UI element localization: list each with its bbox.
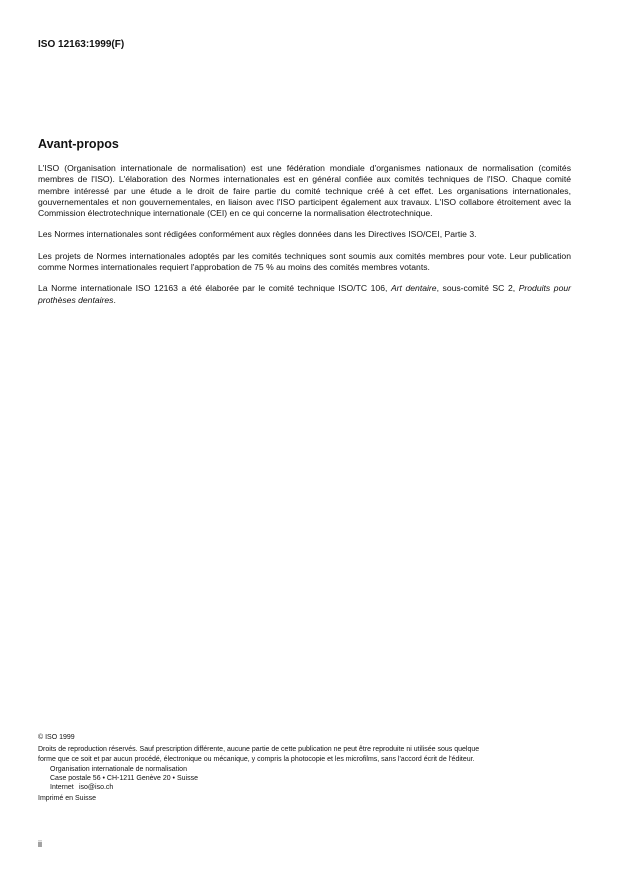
document-id: ISO 12163:1999(F)	[38, 39, 125, 50]
copyright-footer	[38, 733, 583, 803]
publisher-internet	[38, 783, 583, 792]
paragraph-4-end: .	[113, 294, 116, 305]
page-number: ii	[38, 839, 42, 849]
committee-name: Art dentaire	[390, 283, 437, 294]
publisher-address: Case postale 56 • CH-1211 Genève 20 • Suisse	[50, 775, 198, 783]
paragraph-1: L'ISO (Organisation internationale de normalisation) est une fédération mondiale d'organismes nationaux de normalisation (comités membres de l'ISO). L'élaboration des Normes internationales est en général confiée aux comités techniques de l'ISO. Chaque comité membre intéressé par une étude a le droit de faire partie du comité technique créé à cet effet. Les organisations internationales, gouvernementales et non gouvernementales, en liaison avec l'ISO participent également aux travaux. L'ISO collabore étroitement avec la Commission électrotechnique internationale (CEI) en ce qui concerne la normalisation électrotechnique.	[38, 163, 571, 219]
internet-email: iso@iso.ch	[78, 784, 114, 792]
foreword-body	[38, 163, 571, 316]
paragraph-4-text: La Norme internationale ISO 12163 a été élaborée par le comité technique ISO/TC 106,	[38, 283, 391, 294]
subcommittee-name: Produits pour prothèses dentaires	[38, 283, 571, 305]
internet-label: Internet	[50, 784, 74, 792]
printed-in: Imprimé en Suisse	[38, 794, 96, 802]
section-title: Avant-propos	[38, 137, 119, 151]
paragraph-4-text: , sous-comité SC 2,	[436, 283, 519, 294]
copyright-notice: © ISO 1999	[38, 734, 75, 741]
publisher-name: Organisation internationale de normalisation	[50, 765, 187, 773]
paragraph-3: Les projets de Normes internationales adoptés par les comités techniques sont soumis aux comités membres pour vote. Leur publication comme Normes internationales requiert l'approbation de 75 % au moins des comités membres votants.	[38, 250, 571, 273]
paragraph-4	[38, 283, 571, 306]
paragraph-2: Les Normes internationales sont rédigées conformément aux règles données dans les Directives ISO/CEI, Partie 3.	[38, 229, 477, 240]
rights-line: Droits de reproduction réservés. Sauf prescription différente, aucune partie de cette publication ne peut être reproduite ni utilisée sous quelque	[38, 746, 480, 754]
rights-line: forme que ce soit et par aucun procédé, électronique ou mécanique, y compris la photocopie et les microfilms, sans l'accord écrit de l'éditeur.	[38, 755, 475, 763]
